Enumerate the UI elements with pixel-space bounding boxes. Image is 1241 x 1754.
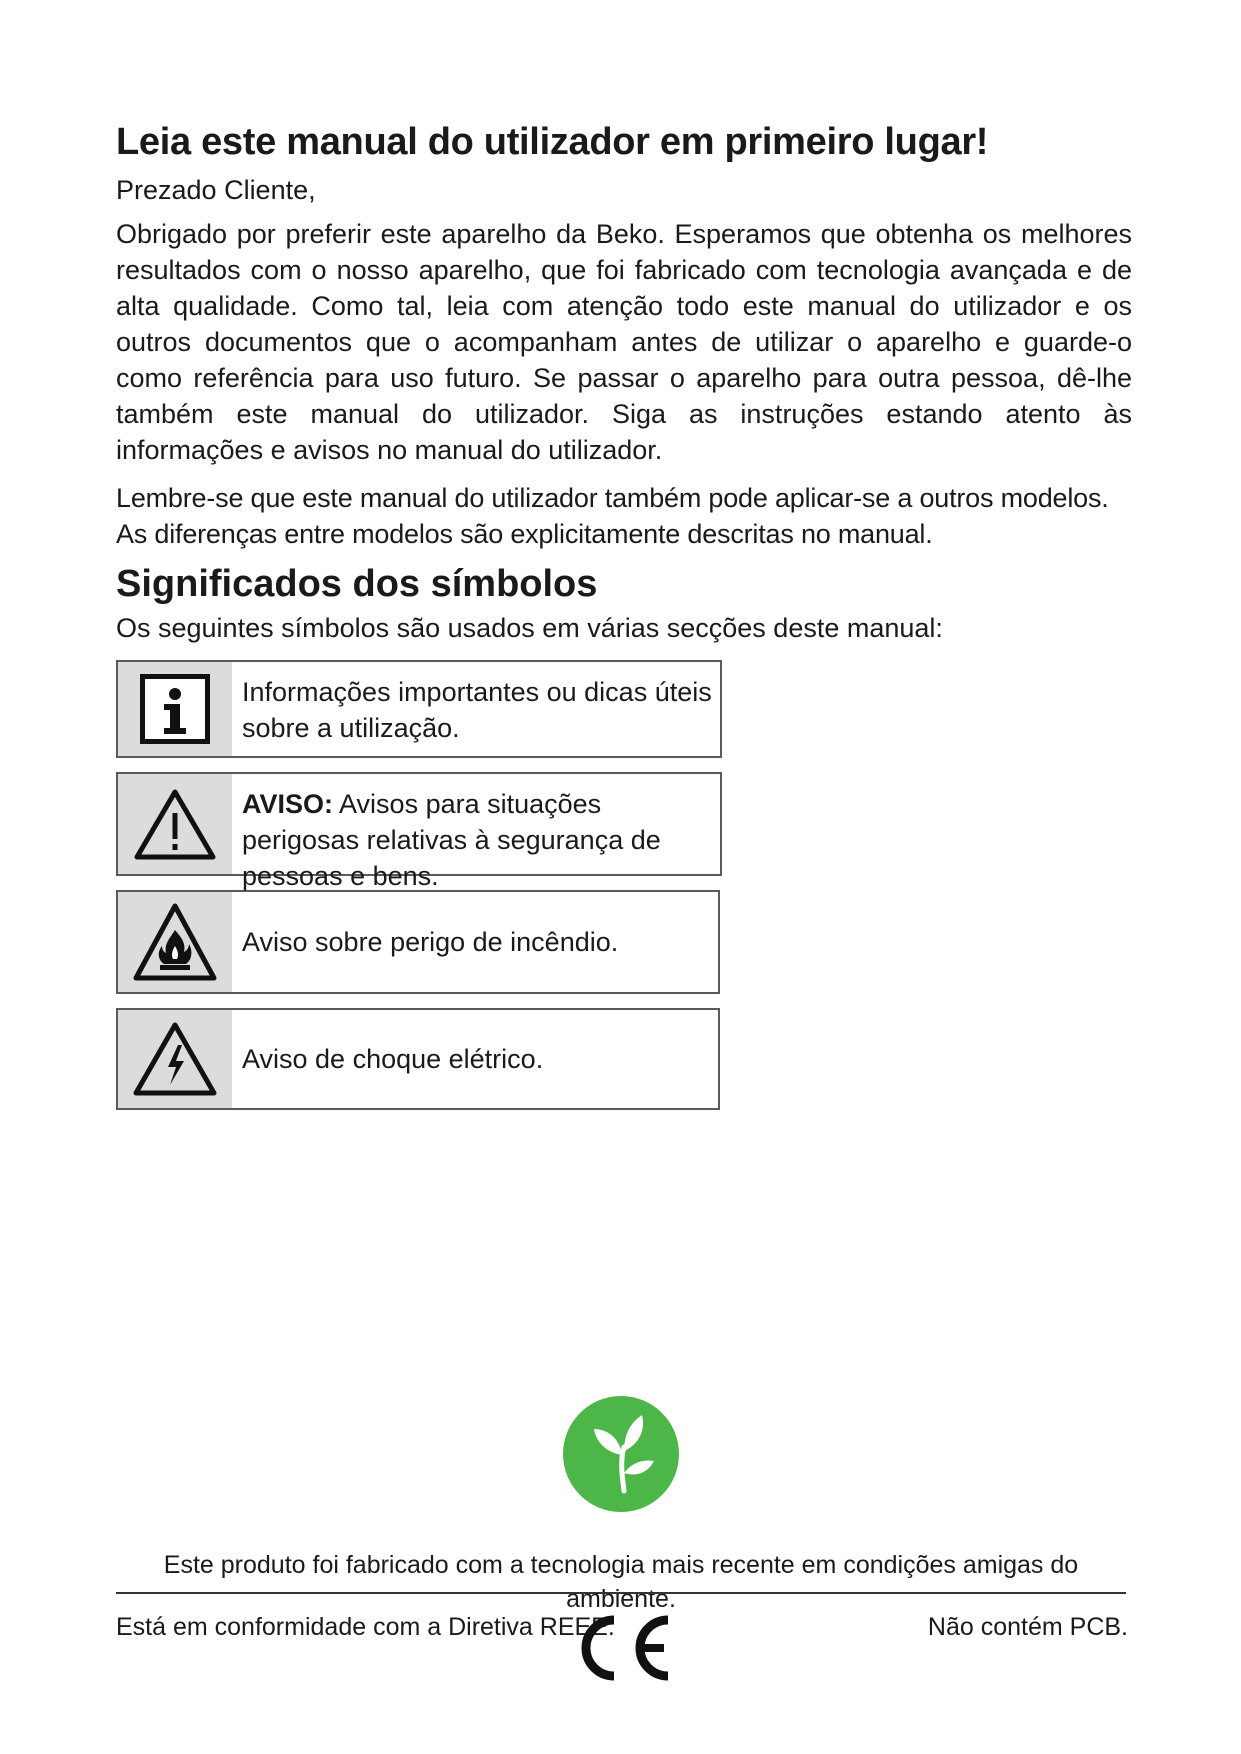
symbol-row-warning (116, 772, 722, 891)
weee-statement: Está em conformidade com a Diretiva REEE. (116, 1613, 615, 1641)
symbol-row-fire (116, 890, 720, 994)
ce-mark-icon (570, 1610, 674, 1686)
footer-divider (116, 1592, 1126, 1594)
info-icon (118, 662, 232, 756)
pcb-statement: Não contém PCB. (927, 1613, 1128, 1641)
symbols-table (116, 660, 722, 1110)
warning-icon (118, 774, 232, 874)
page-title: Leia este manual do utilizador em primeiro lugar! (116, 121, 989, 163)
symbol-description: Aviso de choque elétrico. (242, 1044, 544, 1074)
eco-leaf-icon (562, 1395, 680, 1513)
main-content (116, 118, 1132, 1124)
models-paragraph: Lembre-se que este manual do utilizador também pode aplicar-se a outros modelos. As diferenças entre modelos são explicitamente descritas no manual. (116, 483, 1109, 549)
electric-shock-icon (118, 1010, 232, 1108)
symbol-row-electric (116, 1008, 720, 1110)
eco-statement: Este produto foi fabricado com a tecnologia mais recente em condições amigas do ambiente. (163, 1551, 1079, 1613)
greeting: Prezado Cliente, (116, 175, 316, 205)
symbol-description: Informações importantes ou dicas úteis sobre a utilização. (242, 677, 712, 743)
symbol-description: Aviso sobre perigo de incêndio. (242, 927, 619, 957)
intro-paragraph: Obrigado por preferir este aparelho da Beko. Esperamos que obtenha os melhores resultados com o nosso aparelho, que foi fabricado com tecnologia avançada e de alta qualidade. Como tal, leia com atenção todo este manual do utilizador e os outros documentos que o acompanham antes de utilizar o aparelho e guarde-o como referência para uso futuro. Se passar o aparelho para outra pessoa, dê-lhe também este manual do utilizador. Siga as instruções estando atento às informações e avisos no manual do utilizador. (116, 219, 1132, 465)
symbol-row-info (116, 660, 722, 758)
symbol-description: AVISO: Avisos para situações perigosas relativas à segurança de pessoas e bens. (242, 789, 661, 891)
fire-warning-icon (118, 892, 232, 992)
symbols-heading: Significados dos símbolos (116, 563, 598, 605)
symbols-intro: Os seguintes símbolos são usados em várias secções deste manual: (116, 613, 943, 643)
